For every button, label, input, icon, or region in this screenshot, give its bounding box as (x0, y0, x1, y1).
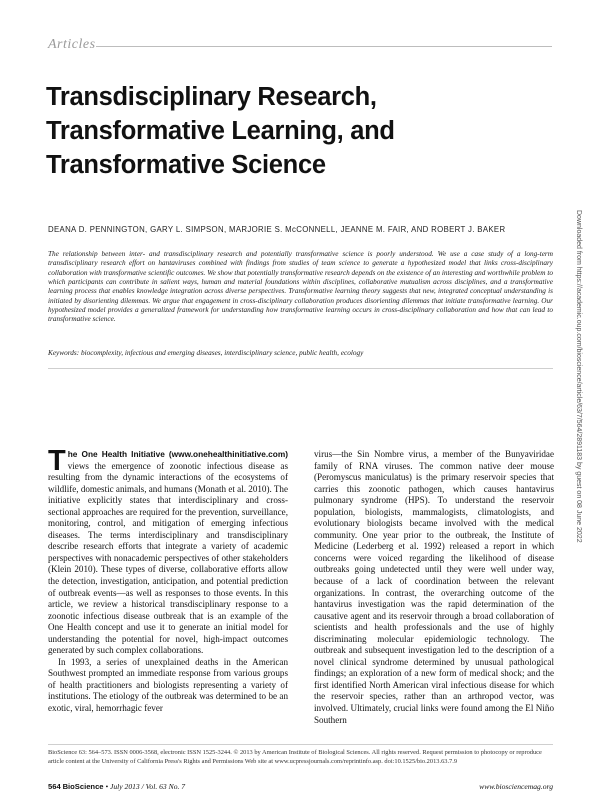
body-column-left (48, 445, 289, 715)
abstract: The relationship between inter- and transdisciplinary research and potentially transformative science is poorly understood. We use a case study of a long-term transdisciplinary research effort on hantaviruses combined with findings from studies of team science to generate a hypothesized model that links cross-disciplinary collaboration with transformative scientific outcomes. We show that potentially transformative research depends on the existence of an interesting and worthwhile problem to which participants can contribute in salient ways, human and material foundations within disciplines, collaborative mutualism across disciplines, and a transformative learning process that enables knowledge integration across diverse perspectives. Transformative learning theory suggests that new, integrated conceptual understanding is initiated by disorienting dilemmas. We argue that engagement in cross-disciplinary collaboration produces disorienting dilemmas that initiate transformative learning. Our hypothesized model provides a generalized framework for understanding how transformative learning occurs in cross-disciplinary collaboration and how that can lead to transformative science. (48, 250, 553, 324)
paragraph-right: virus—the Sin Nombre virus, a member of the Bunyaviridae family of RNA viruses. The common native deer mouse (Peromyscus maniculatus) is the primary reservoir species that carries this zoonotic pathogen, which causes hantavirus pulmonary syndrome (HPS). To understand the reservoir population, biologists, mammalogists, climatologists, and evolutionary biologists became involved with the medical community. One year prior to the outbreak, the Institute of Medicine (Lederberg et al. 1992) released a report in which concerns were voiced regarding the likelihood of disease outbreaks going undetected until they were well under way, because of a lack of coordination between the relevant organizations. In contrast, the overarching outcome of the hantavirus investigation was the rapid determination of the causative agent and its reservoir through a broad collaboration of scientists and health professionals and the use of highly discriminating molecular epidemiologic technology. The outbreak and subsequent investigation led to the description of a novel clinical syndrome determined by unusual pathological findings; an exploration of a new form of medical shock; and the first identified North American viral infectious disease for which the reservoir species, rather than an arthropod vector, was involved. Ultimately, crucial links were found among the El Niño Southern (314, 449, 554, 725)
body-column-right (314, 449, 554, 726)
page-footer-left (48, 782, 185, 791)
article-title: Transdisciplinary Research, Transformative Learning, and Transformative Science (46, 83, 395, 179)
footnote-divider (48, 744, 553, 745)
keywords: Keywords: biocomplexity, infectious and emerging diseases, interdisciplinary science, public health, ecology (48, 349, 364, 357)
journal-name: BioScience (62, 782, 104, 791)
section-divider (96, 46, 552, 47)
paragraph-1: views the emergence of zoonotic infectious disease as resulting from the dynamic interactions of the ecosystems of wildlife, domestic animals, and humans (Monath et al. 2010). The initiative explicitly states that interdisciplinary and cross-sectional approaches are required for the prevention, surveillance, monitoring, control, and mitigation of emerging infectious diseases. The terms interdisciplinary and transdisciplinary describe research efforts that integrate a variety of academic perspectives with nonacademic perspectives of other stakeholders (Klein 2010). These types of diverse, collaborative efforts allow the detection, investigation, anticipation, and potential prediction of outbreak events—as well as responses to those events. In this article, we review a historical transdisciplinary response to a zoonotic infectious disease outbreak that is an example of the One Health concept and use it to generate an initial model for understanding the potential for novel, high-impact outcomes generated by such complex collaborations. (48, 460, 289, 656)
section-label: Articles (48, 37, 96, 52)
page-number: 564 (48, 782, 61, 791)
abstract-divider (48, 368, 553, 369)
download-watermark: Downloaded from https://academic.oup.com/bioscience/article/63/7/564/2891183 by guest on 08 June 2022 (575, 210, 582, 543)
drop-cap: T (48, 445, 66, 477)
lead-in: he One Health Initiative (www.onehealthinitiative.com) (67, 449, 288, 459)
journal-url[interactable]: www.biosciencemag.org (479, 782, 553, 791)
paragraph-2: In 1993, a series of unexplained deaths in the American Southwest prompted an immediate response from various groups of health practitioners and biologists representing a variety of institutions. The etiology of the outbreak was determined to be an exotic, viral, hemorrhagic fever (48, 656, 288, 714)
copyright-footnote: BioScience 63: 564–573. ISSN 0006-3568, electronic ISSN 1525-3244. © 2013 by American Institute of Biological Sciences. All rights reserved. Request permission to photocopy or reproduce article content at the University of California Press's Rights and Permissions Web site at www.ucpressjournals.com/reprintinfo.asp. doi:10.1525/bio.2013.63.7.9 (48, 749, 542, 765)
issue-info: • July 2013 / Vol. 63 No. 7 (105, 782, 186, 791)
author-list: DEANA D. PENNINGTON, GARY L. SIMPSON, MARJORIE S. McCONNELL, JEANNE M. FAIR, AND ROBERT J. BAKER (48, 225, 506, 234)
